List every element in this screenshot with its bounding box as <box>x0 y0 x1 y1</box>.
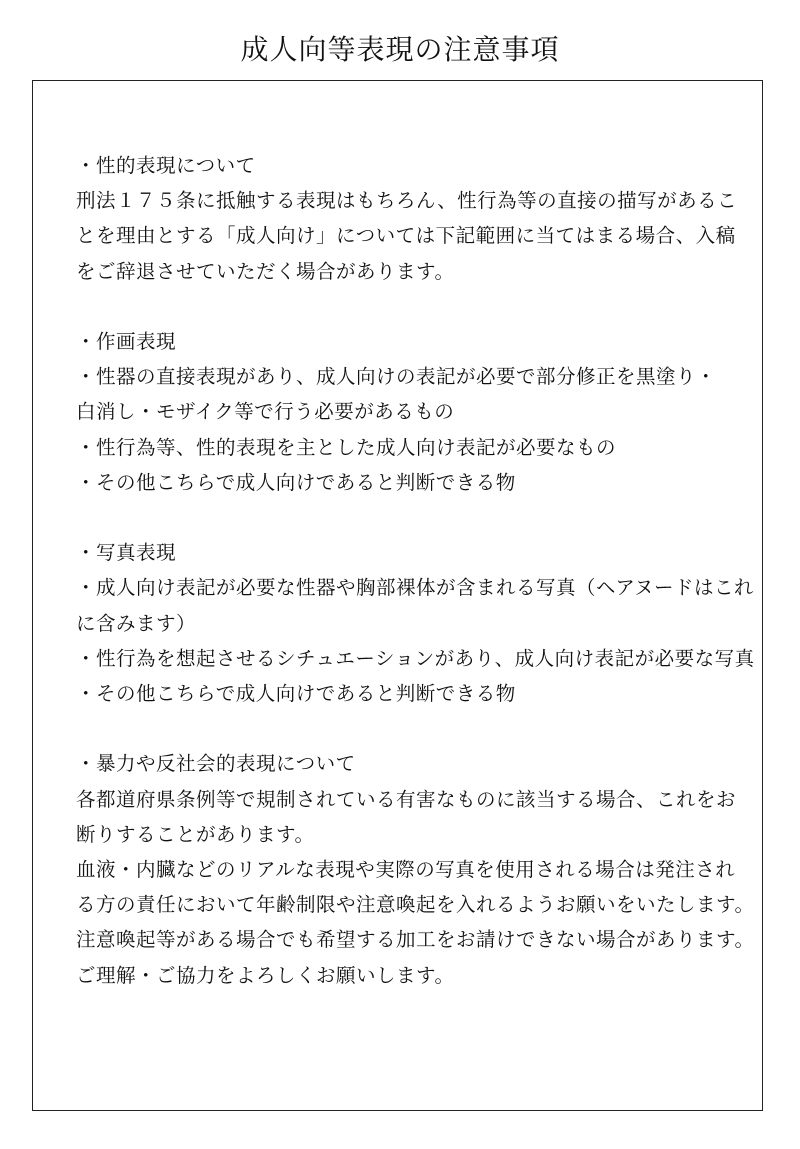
paragraph-line: 白消し・モザイク等で行う必要があるもの <box>76 400 455 424</box>
paragraph-line: る方の責任において年齢制限や注意喚起を入れるようお願いをいたします。 <box>76 893 755 917</box>
section-photography <box>76 535 755 711</box>
paragraph-line: ・その他こちらで成人向けであると判断できる物 <box>76 470 516 494</box>
paragraph-line: とを理由とする「成人向け」については下記範囲に当てはまる場合、入稿 <box>76 224 736 248</box>
notice-box <box>32 80 763 1111</box>
section-violence <box>76 746 755 992</box>
section-illustration <box>76 324 736 500</box>
paragraph-line: 血液・内臓などのリアルな表現や実際の写真を使用される場合は発注され <box>76 858 736 882</box>
paragraph-line: をご辞退させていただく場合があります。 <box>76 259 455 283</box>
paragraph-line: ・性行為を想起させるシチュエーションがあり、成人向け表記が必要な写真 <box>76 646 755 670</box>
section-heading: ・性的表現について <box>76 154 256 177</box>
section-heading: ・作画表現 <box>76 330 177 353</box>
paragraph-line: ・性器の直接表現があり、成人向けの表記が必要で部分修正を黒塗り・ <box>76 365 717 389</box>
paragraph-line: ・成人向け表記が必要な性器や胸部裸体が含まれる写真（ヘアヌードはこれ <box>76 576 755 600</box>
paragraph-line: 注意喚起等がある場合でも希望する加工をお請けできない場合があります。 <box>76 928 755 952</box>
notice-body <box>76 148 755 993</box>
paragraph-line: ご理解・ご協力をよろしくお願いします。 <box>76 963 455 987</box>
paragraph-line: ・その他こちらで成人向けであると判断できる物 <box>76 682 516 706</box>
section-heading: ・暴力や反社会的表現について <box>76 752 356 776</box>
page-title: 成人向等表現の注意事項 <box>240 33 560 66</box>
paragraph-line: に含みます） <box>76 611 197 635</box>
paragraph-line: 各都道府県条例等で規制されている有害なものに該当する場合、これをお <box>76 787 737 811</box>
paragraph-line: 断りすることがあります。 <box>76 822 315 846</box>
paragraph-line: ・性行為等、性的表現を主とした成人向け表記が必要なもの <box>76 435 617 459</box>
paragraph-line: 刑法１７５条に抵触する表現はもちろん、性行為等の直接の描写があるこ <box>76 189 738 213</box>
section-heading: ・写真表現 <box>76 541 177 565</box>
section-sexual-expression <box>76 148 736 289</box>
